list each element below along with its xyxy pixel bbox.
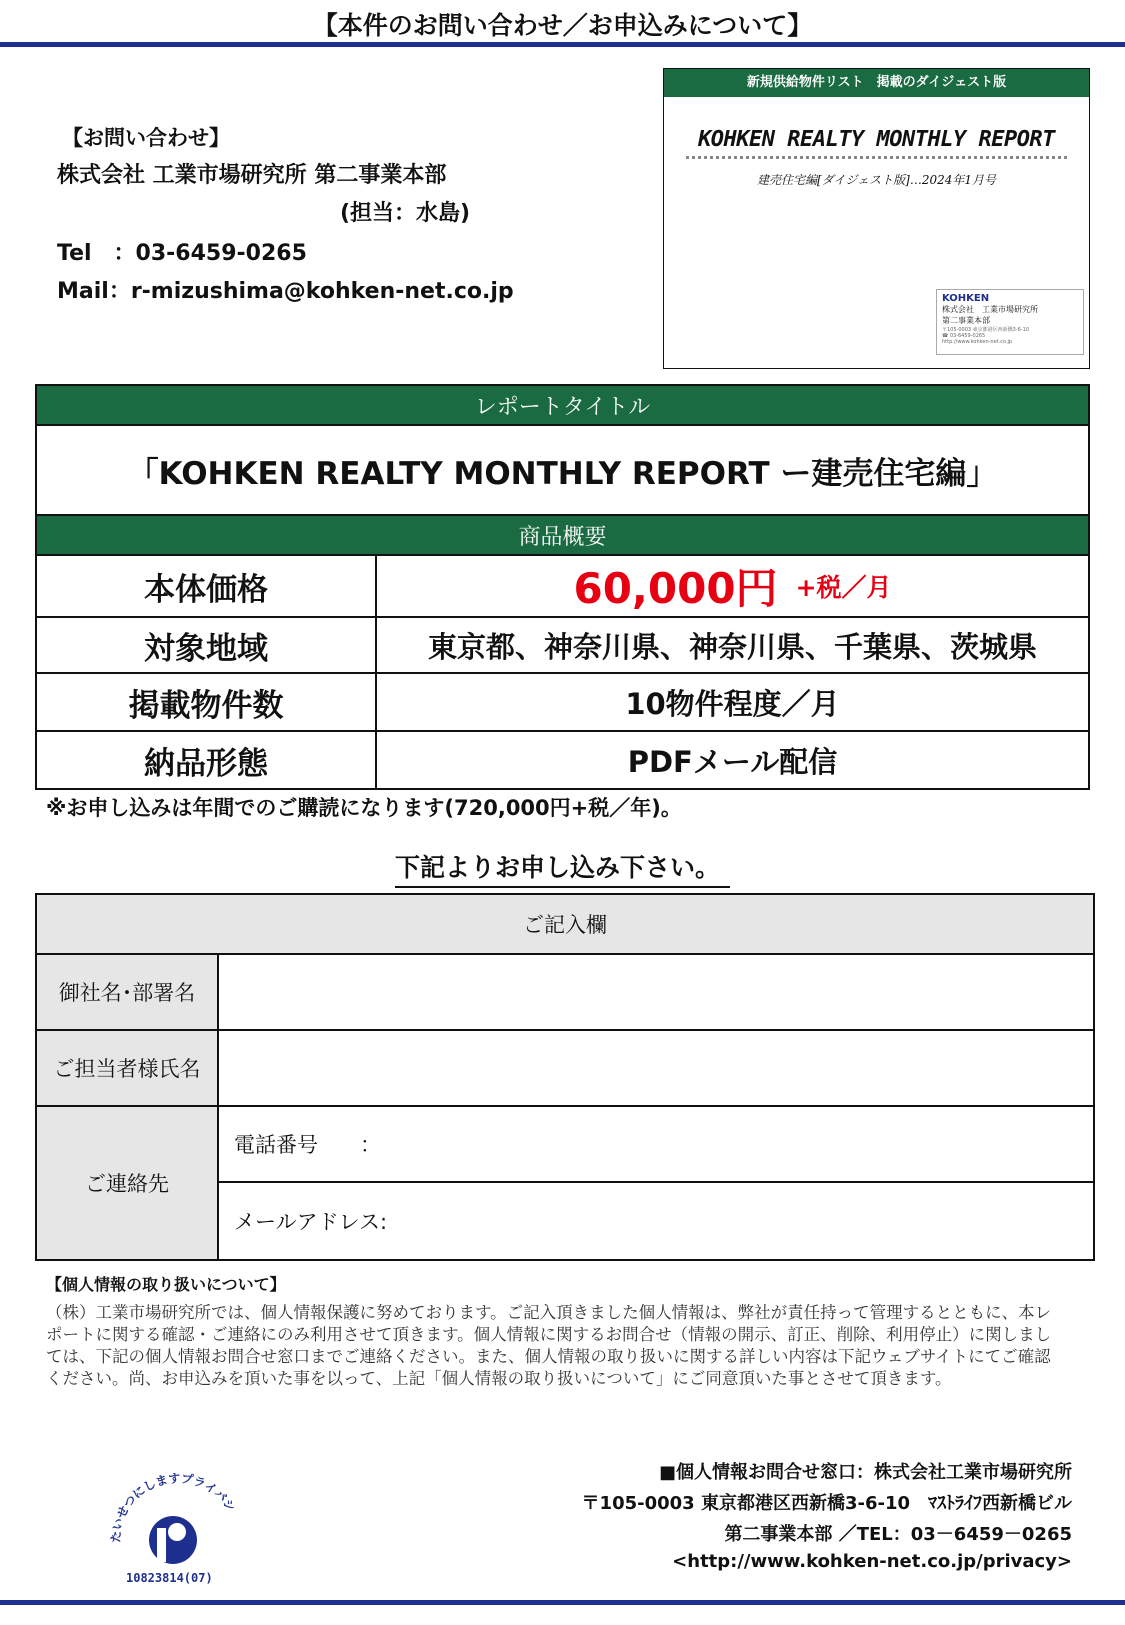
annual-note: ※お申し込みは年間でのご購読になります(720,000円+税／年)。 [46, 796, 682, 820]
phone-input[interactable] [219, 1107, 1093, 1183]
thumbnail-card-line2: 第二事業本部 [942, 316, 990, 325]
price-cell [377, 554, 1088, 616]
thumbnail-divider [686, 156, 1067, 165]
person-label: ご担当者様氏名 [37, 1031, 219, 1107]
count-label: 掲載物件数 [37, 672, 377, 730]
contact-label: ご連絡先 [37, 1107, 219, 1259]
email-label: メールアドレス: [234, 1210, 388, 1234]
apply-heading: 下記よりお申し込み下さい。 [395, 848, 730, 888]
privacy-heading: 【個人情報の取り扱いについて】 [46, 1275, 286, 1294]
person-input[interactable] [219, 1031, 1093, 1107]
thumbnail-card-line3: 〒105-0003 東京都港区西新橋3-6-10 [942, 327, 1029, 333]
thumbnail-card-line4: ☎ 03-6459-0265 [942, 333, 986, 339]
report-title: 「KOHKEN REALTY MONTHLY REPORT ー建売住宅編」 [37, 424, 1088, 516]
count-value: 10物件程度／月 [377, 672, 1088, 730]
privacy-body: （株）工業市場研究所では、個人情報保護に努めております。ご記入頂きました個人情報は、弊社が責任持って管理するとともに、本レポートに関する確認・ご連絡にのみ利用させて頂きます。個人情報に関するお問合せ（情報の開示、訂正、削除、利用停止）に関しましては、下記の個人情報お問合せ窓口までご連絡ください。また、個人情報の取り扱いに関する詳しい内容は下記ウェブサイトにてご確認ください。尚、お申込みを頂いた事を以って、上記「個人情報の取り扱いについて」にご同意頂いた事とさせて頂きます。 [46, 1303, 1052, 1388]
header-rule [0, 42, 1125, 47]
contact-heading: 【お問い合わせ】 [62, 126, 230, 150]
privacy-mark-number: 10823814(07) [126, 1571, 213, 1585]
summary-label: 商品概要 [37, 516, 1088, 554]
phone-label: 電話番号 ： [234, 1133, 381, 1157]
report-thumbnail [663, 68, 1090, 369]
company-input[interactable] [219, 955, 1093, 1031]
company-label: 御社名･部署名 [37, 955, 219, 1031]
email-input[interactable] [219, 1183, 1093, 1259]
form-header: ご記入欄 [37, 895, 1093, 955]
thumbnail-card-line5: http://www.kohken-net.co.jp [942, 339, 1013, 345]
price-label: 本体価格 [37, 554, 377, 616]
thumbnail-banner: 新規供給物件リスト 掲載のダイジェスト版 [664, 69, 1089, 97]
thumbnail-card-line1: 株式会社 工業市場研究所 [942, 305, 1038, 314]
thumbnail-logo: KOHKEN [942, 293, 990, 304]
price-suffix: +税／月 [795, 573, 892, 602]
privacy-window-line3: 第二事業本部 ／TEL：03－6459－0265 [724, 1524, 1072, 1545]
report-title-label: レポートタイトル [37, 386, 1088, 424]
contact-tel: Tel ：03-6459-0265 [57, 241, 307, 266]
privacy-window-line1: ■個人情報お問合せ窓口：株式会社工業市場研究所 [658, 1462, 1072, 1483]
contact-company: 株式会社 工業市場研究所 第二事業本部 [57, 163, 447, 188]
privacy-window-line4[interactable]: <http://www.kohken-net.co.jp/privacy> [672, 1551, 1072, 1572]
delivery-label: 納品形態 [37, 730, 377, 788]
privacy-mark-icon [98, 1448, 248, 1588]
thumbnail-card [936, 289, 1084, 355]
privacy-window-line2: 〒105-0003 東京都港区西新橋3-6-10 ﾏｽﾄﾗｲﾌ西新橋ビル [581, 1493, 1072, 1514]
contact-mail: Mail：r-mizushima@kohken-net.co.jp [57, 279, 514, 304]
thumbnail-subtitle: 建売住宅編[ダイジェスト版]…2024年1月号 [756, 173, 997, 187]
area-value: 東京都、神奈川県、神奈川県、千葉県、茨城県 [377, 616, 1088, 672]
privacy-mark-text: たいせつにしますプライバシ [108, 1471, 239, 1544]
delivery-value: PDFメール配信 [377, 730, 1088, 788]
privacy-mark [98, 1448, 248, 1588]
footer-rule [0, 1600, 1125, 1605]
thumbnail-report-title: KOHKEN REALTY MONTHLY REPORT [698, 127, 1055, 152]
page-title: 【本件のお問い合わせ／お申込みについて】 [312, 11, 813, 40]
price-value: 60,000円 [573, 564, 778, 613]
contact-person: (担当：水島) [340, 201, 471, 226]
area-label: 対象地域 [37, 616, 377, 672]
